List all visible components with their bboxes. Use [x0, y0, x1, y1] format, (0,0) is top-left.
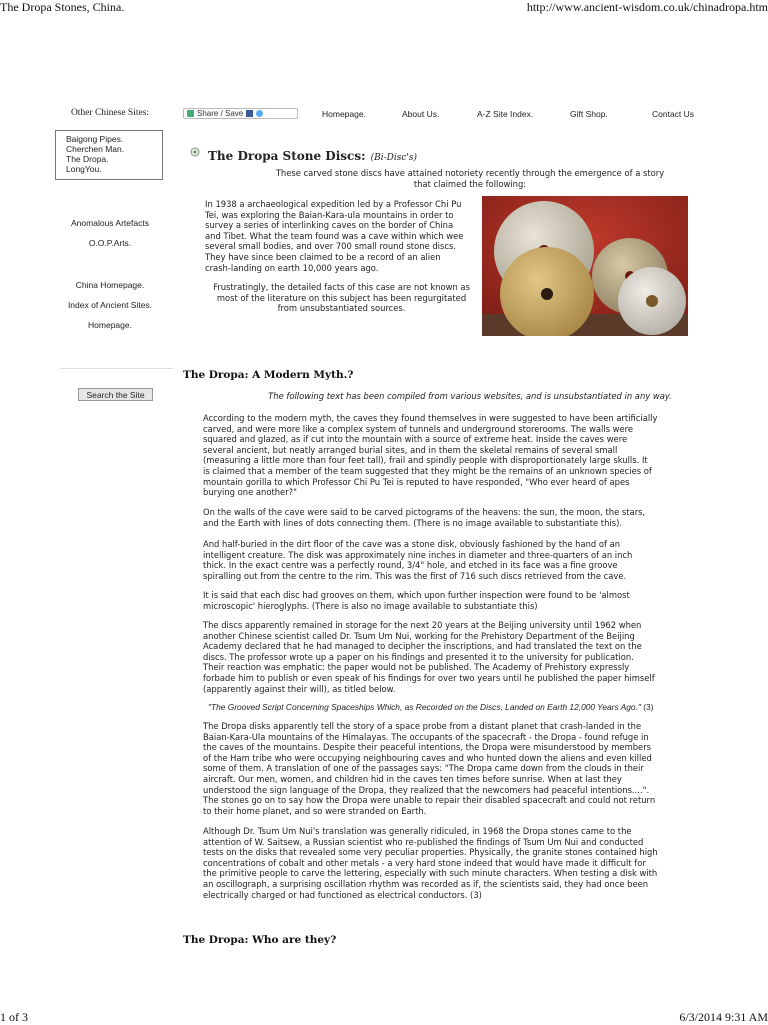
nav-gift-shop[interactable]: Gift Shop. [570, 109, 608, 119]
body-paragraph-7: Although Dr. Tsum Um Nui's translation was generally ridiculed, in 1968 the Dropa stones came to the attention of W. Saitsew, a Russian scientist who re-published the findings of Tsum Um Nui and conducted tests on the disks that revealed some very peculiar properties. Physically, the granite stones contained high concentrations of cobalt and other metals - a very hard stone indeed that would have made it difficult for the primitive people to carve the lettering, especially with such minute characters. When testing a disk with an oscillograph, a surprising oscillation rhythm was recorded as if, the scientists said, they had once been electrically charged or had functioned as electrical conductors. (3) [203, 826, 658, 900]
sidebar-link-ooparts[interactable]: O.O.P.Arts. [88, 238, 132, 248]
body-paragraph-1: According to the modern myth, the caves they found themselves in were suggested to have been artificially carved, and were more like a complex system of tunnels and underground storerooms. The walls were squared and glazed, as if cut into the mountain with a source of extreme heat. Inside the caves were several ancient, but neatly arranged burial sites, and in them the skeletal remains of several small (measuring a little more than four feet tall), frail and spindly people with disproportionately large skulls. It is claimed that a member of the team suggested that they might be the remains of an unknown species of mountain gorilla to which Professor Chi Pu Tei is reputed to have responded, "Who ever heard of apes burying one another?" [203, 413, 658, 498]
chinese-sites-box [55, 130, 163, 180]
nav-homepage[interactable]: Homepage. [322, 109, 366, 119]
intro-paragraph-1: In 1938 a archaeological expedition led by a Professor Chi Pu Tei, was exploring the Baian-Kara-ula mountains in order to survey a series of interlinking caves on the border of China and Tibet. What the team found was a cave within which wee several small bodies, and over 700 small round stone discs. They have since been claimed to be a record of an alien crash-landing on earth 10,000 years ago. [205, 199, 464, 273]
sidebar-link-index-ancient-sites[interactable]: Index of Ancient Sites. [67, 300, 153, 310]
site-link-longyou[interactable]: LongYou. [66, 164, 102, 174]
body-paragraph-4: It is said that each disc had grooves on them, which upon further inspection were found to be 'almost microscopic' hieroglyphs. (There is also no image available to substantiate this) [203, 590, 630, 611]
section-title-modern-myth: The Dropa: A Modern Myth.? [183, 369, 354, 381]
intro-paragraph-2: Frustratingly, the detailed facts of this case are not known as most of the literature on this subject has been regurgitated from unsubstantiated sources. [213, 282, 470, 314]
nav-about-us[interactable]: About Us. [402, 109, 440, 119]
sidebar-divider [60, 368, 173, 369]
facebook-icon[interactable] [246, 110, 253, 117]
page-title [208, 145, 417, 164]
sidebar-link-china-homepage[interactable]: China Homepage. [75, 280, 145, 290]
sidebar-heading: Other Chinese Sites: [70, 108, 150, 118]
nav-az-index[interactable]: A-Z Site Index. [477, 109, 534, 119]
print-url: http://www.ancient-wisdom.co.uk/chinadropa.htm [526, 0, 768, 14]
body-paragraph-5: The discs apparently remained in storage for the next 20 years at the Beijing university until 1962 when another Chinese scientist called Dr. Tsum Um Nui, working for the Prehistory Department of the Beijing Academy declared that he had managed to decipher the inscriptions, and had translated the text on the discs. The professor wrote up a paper on his findings and presented it to the university for publication. Their reaction was emphatic: the paper would not be published. The Academy of Prehistory expressly forbade him to publish or even speak of his findings for over two years until he published the paper himself (apparently against their will), as titled below. [203, 620, 655, 694]
search-site-button[interactable]: Search the Site [78, 388, 153, 401]
body-paragraph-6: The Dropa disks apparently tell the story of a space probe from a distant planet that crash-landed in the Baian-Kara-Ula mountains of the Himalayas. The occupants of the spacecraft - the Dropa - found refuge in the caves of the mountains. Despite their peaceful intentions, the Dropa were misunderstood by members of the Ham tribe who were occupying neighbouring caves and who hunted down the aliens and even killed some of them. A translation of one of the passages says: "The Dropa came down from the clouds in their aircraft. Our men, women, and children hid in the caves ten times before sunrise. When at last they understood the sign language of the Dropa, they realized that the newcomers had peaceful intentions....". The stones go on to say how the Dropa were unable to repair their disabled spacecraft and could not return to their home planet, and so were stranded on Earth. [203, 721, 656, 816]
site-link-cherchen[interactable]: Cherchen Man. [66, 144, 125, 154]
page-title-text: The Dropa Stone Discs: [208, 149, 366, 163]
publication-quote [208, 702, 728, 712]
page-title-note: (Bi-Disc's) [370, 153, 418, 163]
quote-text: "The Grooved Script Concerning Spaceships Which, as Recorded on the Discs, Landed on Earth 12,000 Years Ago." [208, 702, 641, 712]
print-page-number: 1 of 3 [0, 1010, 28, 1024]
nav-contact-us[interactable]: Contact Us [652, 109, 695, 119]
bullet-icon [190, 147, 200, 157]
share-save-button[interactable] [183, 108, 298, 119]
site-link-dropa[interactable]: The Dropa. [66, 154, 109, 164]
sidebar-link-homepage[interactable]: Homepage. [88, 320, 132, 330]
twitter-icon[interactable] [256, 110, 263, 117]
quote-reference: (3) [643, 702, 654, 712]
print-datetime: 6/3/2014 9:31 AM [679, 1010, 768, 1024]
body-paragraph-3: And half-buried in the dirt floor of the cave was a stone disk, obviously fashioned by the hand of an intelligent creature. The disk was approximately nine inches in diameter and three-quarters of an inch thick. In the exact centre was a perfectly round, 3/4" hole, and etched in its face was a fine groove spiralling out from the centre to the rim. This was the first of 716 such discs retrieved from the cave. [203, 539, 633, 581]
site-link-baigong[interactable]: Baigong Pipes. [66, 134, 124, 144]
section-title-who-are-they: The Dropa: Who are they? [183, 934, 337, 946]
disclaimer-text: The following text has been compiled from various websites, and is unsubstantiated in any way. [268, 391, 672, 401]
dropa-stones-photo [482, 196, 688, 336]
body-paragraph-2: On the walls of the cave were said to be carved pictograms of the heavens: the sun, the moon, the stars, and the Earth with lines of dots connecting them. (There is no image available to substantiate this). [203, 507, 646, 528]
print-title: The Dropa Stones, China. [0, 0, 125, 14]
share-save-label: Share / Save [197, 109, 244, 118]
sidebar-link-anomalous-artefacts[interactable]: Anomalous Artefacts [71, 218, 149, 228]
share-icon [187, 110, 194, 117]
intro-text: These carved stone discs have attained notoriety recently through the emergence of a story that claimed the following: [275, 168, 665, 189]
